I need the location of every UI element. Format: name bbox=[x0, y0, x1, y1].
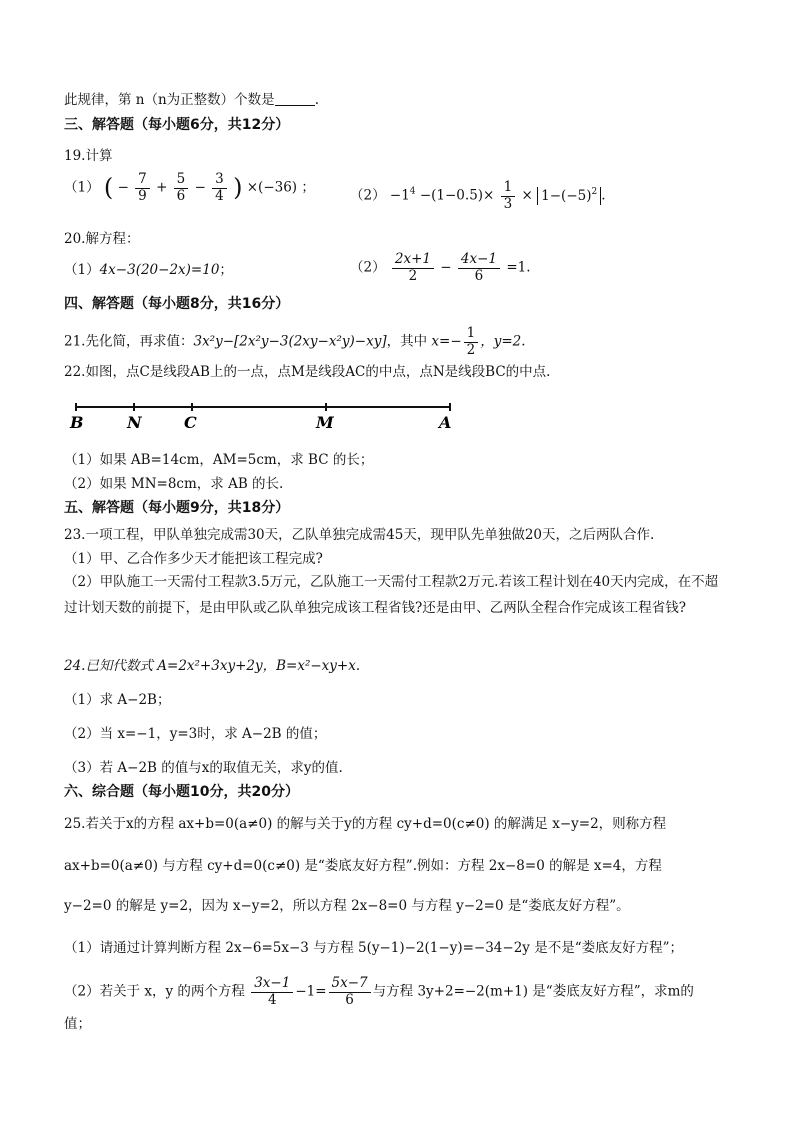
frac-den: 9 bbox=[138, 187, 147, 204]
q25-p2-pre: （2）若关于 x，y 的两个方程 bbox=[64, 983, 245, 1000]
q24-text: 24.已知代数式 A=2x²+3xy+2y，B=x²−xy+x. bbox=[64, 658, 361, 674]
frac-den: 2 bbox=[466, 341, 476, 358]
q21 bbox=[64, 326, 526, 358]
frac-den: 2 bbox=[408, 267, 418, 284]
frac-num: 1 bbox=[464, 326, 479, 343]
q24-part3: （3）若 A−2B 的值与x的取值无关，求y的值. bbox=[64, 760, 343, 776]
q21-x-eq: x=− bbox=[431, 333, 462, 350]
q21-expr: 3x²y−[2x²y−3(2xy−x²y)−xy] bbox=[193, 333, 387, 350]
q24-part2: （2）当 x=−1，y=3时，求 A−2B 的值； bbox=[64, 726, 327, 742]
q24-part1: （1）求 A−2B； bbox=[64, 692, 171, 708]
minus-sign: − bbox=[194, 179, 206, 196]
q20-p2-label: （2） bbox=[350, 259, 386, 276]
q21-mid: ，其中 bbox=[386, 333, 428, 350]
answer-blank[interactable] bbox=[275, 93, 315, 106]
q25-part2-end: 值； bbox=[64, 1016, 91, 1032]
q19-p1-tail: ×(−36) bbox=[246, 179, 298, 196]
minus-sign: − bbox=[117, 179, 129, 196]
q19-p2-a: −1 bbox=[389, 187, 410, 204]
q21-prefix: 21.先化简，再求值： bbox=[64, 333, 194, 350]
q25-frac-1 bbox=[251, 976, 293, 1008]
prev-question-tail bbox=[64, 92, 319, 108]
q22-part2: （2）如果 MN=8cm，求 AB 的长. bbox=[64, 476, 284, 492]
frac-den: 4 bbox=[215, 187, 224, 204]
absolute-value bbox=[537, 187, 601, 205]
exponent: 2 bbox=[591, 186, 598, 197]
q22-text: 22.如图，点C是线段AB上的一点，点M是线段AC的中点，点N是线段BC的中点. bbox=[64, 364, 551, 380]
q20-p1-end: ； bbox=[219, 262, 233, 278]
abs-content: 1−(−5) bbox=[541, 187, 592, 204]
q19-title: 19.计算 bbox=[64, 148, 113, 164]
q19-frac-5-6 bbox=[174, 172, 189, 204]
q20-p1-label: （1） bbox=[64, 262, 100, 278]
q20-title: 20.解方程： bbox=[64, 231, 140, 247]
q19-p2-b: −(1−0.5)× bbox=[419, 187, 495, 204]
q23-text: 23.一项工程，甲队单独完成需30天，乙队单独完成需45天，现甲队先单独做20天，之后两队合作. bbox=[64, 527, 655, 543]
prev-question-text: 此规律，第 n（n为正整数）个数是 bbox=[64, 92, 275, 108]
q25-line1: 25.若关于x的方程 ax+b=0(a≠0) 的解与关于y的方程 cy+d=0(c≠0) 的解满足 x−y=2，则称方程 bbox=[64, 816, 667, 832]
q19-frac-3-4 bbox=[212, 172, 227, 204]
q19-frac-1-3 bbox=[501, 180, 516, 212]
frac-num: 7 bbox=[135, 172, 150, 189]
plus-sign: + bbox=[156, 179, 168, 196]
q20-part1 bbox=[64, 262, 233, 278]
frac-num: 3x−1 bbox=[251, 976, 293, 993]
frac-den: 4 bbox=[267, 991, 277, 1008]
q19-frac-7-9 bbox=[135, 172, 150, 204]
frac-den: 6 bbox=[176, 187, 186, 204]
q23-part1: （1）甲、乙合作多少天才能把该工程完成? bbox=[64, 551, 323, 567]
minus-sign: − bbox=[440, 259, 452, 276]
section-4-heading: 四、解答题（每小题8分，共16分） bbox=[64, 296, 290, 312]
label-c: C bbox=[184, 413, 197, 432]
frac-num: 2x+1 bbox=[392, 252, 434, 269]
q19-part1 bbox=[64, 172, 315, 204]
prev-question-end: . bbox=[314, 92, 319, 108]
q19-p2-label: （2） bbox=[350, 187, 386, 204]
frac-num: 5 bbox=[174, 172, 189, 189]
q25-line3: y−2=0 的解是 y=2，因为 x−y=2，所以方程 2x−8=0 与方程 y−2=0 是“娄底友好方程”。 bbox=[64, 898, 630, 914]
frac-den: 3 bbox=[503, 195, 513, 212]
frac-den: 6 bbox=[345, 991, 354, 1008]
label-a: A bbox=[439, 413, 452, 432]
q19-part2 bbox=[350, 180, 606, 212]
q20-part2 bbox=[350, 252, 531, 284]
q23-part2: （2）甲队施工一天需付工程款3.5万元，乙队施工一天需付工程款2万元.若该工程计划在40天内完成，在不超过计划天数的前提下，是由甲队或乙队单独完成该工程省钱?还是由甲、乙两队全程合作完成该工程省钱? bbox=[64, 574, 719, 616]
q19-p2-end: . bbox=[601, 187, 606, 204]
label-b: B bbox=[70, 413, 84, 432]
frac-num: 3 bbox=[212, 172, 227, 189]
q20-frac-1 bbox=[392, 252, 434, 284]
q25-line2: ax+b=0(a≠0) 与方程 cy+d=0(c≠0) 是“娄底友好方程”.例如：方程 2x−8=0 的解是 x=4，方程 bbox=[64, 858, 662, 874]
q25-p2-mid: −1= bbox=[295, 983, 327, 1000]
exponent: 4 bbox=[409, 186, 416, 197]
q22-part1: （1）如果 AB=14cm，AM=5cm，求 BC 的长； bbox=[64, 452, 374, 468]
q25-part1: （1）请通过计算判断方程 2x−6=5x−3 与方程 5(y−1)−2(1−y)=−34−2y 是不是“娄底友好方程”； bbox=[64, 940, 684, 956]
q21-y-eq: ，y=2. bbox=[480, 333, 526, 350]
q25-frac-2 bbox=[329, 976, 371, 1008]
label-n: N bbox=[127, 413, 142, 432]
q25-part2 bbox=[64, 976, 694, 1008]
q20-frac-2 bbox=[458, 252, 500, 284]
frac-den: 6 bbox=[474, 267, 484, 284]
frac-num: 5x−7 bbox=[329, 976, 371, 993]
q20-p1-eq: 4x−3(20−2x)=10 bbox=[99, 262, 220, 278]
q19-p2-c: × bbox=[521, 187, 533, 204]
q19-p1-label: （1） bbox=[64, 179, 100, 196]
label-m: M bbox=[316, 413, 334, 432]
q20-p2-tail: =1. bbox=[506, 259, 531, 276]
section-6-heading: 六、综合题（每小题10分，共20分） bbox=[64, 784, 299, 800]
q19-p1-end: ； bbox=[301, 179, 315, 196]
paren-right: ) bbox=[233, 173, 243, 202]
section-5-heading: 五、解答题（每小题9分，共18分） bbox=[64, 500, 290, 516]
q21-frac-1-2 bbox=[464, 326, 479, 358]
q25-p2-post: 与方程 3y+2=−2(m+1) 是“娄底友好方程”，求m的 bbox=[372, 983, 694, 1000]
section-3-heading: 三、解答题（每小题6分，共12分） bbox=[64, 117, 290, 133]
frac-num: 4x−1 bbox=[458, 252, 500, 269]
frac-num: 1 bbox=[501, 180, 516, 197]
segment-diagram bbox=[64, 395, 464, 435]
paren-left: ( bbox=[103, 173, 114, 202]
